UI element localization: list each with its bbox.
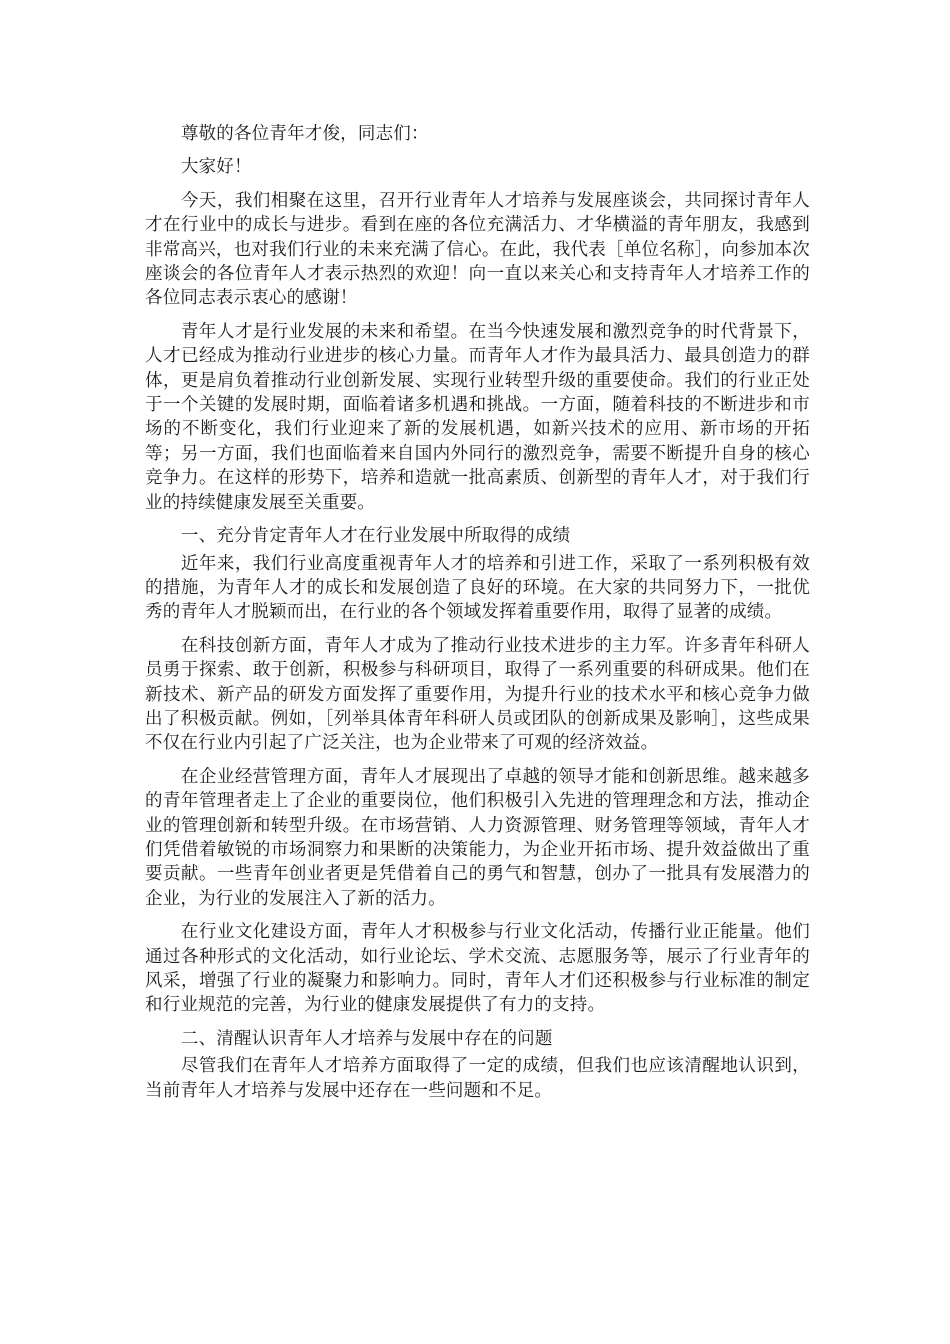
section-1-heading: 一、充分肯定青年人才在行业发展中所取得的成绩 [180,526,571,547]
document-page [145,122,810,1112]
section-1-paragraph-1: 近年来，我们行业高度重视青年人才的培养和引进工作，采取了一系列积极有效的措施，为青年人才的成长和发展创造了良好的环境。在大家的共同努力下，一批优秀的青年人才脱颖而出，在行业的各个领域发挥着重要作用，取得了显著的成绩。 [145,553,810,623]
salutation: 尊敬的各位青年才俊，同志们： [180,124,429,144]
section-1-paragraph-4: 在行业文化建设方面，青年人才积极参与行业文化活动，传播行业正能量。他们通过各种形式的文化活动，如行业论坛、学术交流、志愿服务等，展示了行业青年的风采，增强了行业的凝聚力和影响力。同时，青年人才们还积极参与行业标准的制定和行业规范的完善，为行业的健康发展提供了有力的支持。 [145,922,810,1016]
section-1-paragraph-3: 在企业经营管理方面，青年人才展现出了卓越的领导才能和创新思维。越来越多的青年管理者走上了企业的重要岗位，他们积极引入先进的管理理念和方法，推动企业的管理创新和转型升级。在市场营销、人力资源管理、财务管理等领域，青年人才们凭借着敏锐的市场洞察力和果断的决策能力，为企业开拓市场、提升效益做出了重要贡献。一些青年创业者更是凭借着自己的勇气和智慧，创办了一批具有发展潜力的企业，为行业的发展注入了新的活力。 [145,766,810,909]
opening-paragraph: 今天，我们相聚在这里，召开行业青年人才培养与发展座谈会，共同探讨青年人才在行业中的成长与进步。看到在座的各位充满活力、才华横溢的青年朋友，我感到非常高兴，也对我们行业的未来充满了信心。在此，我代表［单位名称］，向参加本次座谈会的各位青年人才表示热烈的欢迎！向一直以来关心和支持青年人才培养工作的各位同志表示衷心的感谢！ [145,190,810,309]
section-2-heading: 二、清醒认识青年人才培养与发展中存在的问题 [180,1028,553,1049]
background-paragraph: 青年人才是行业发展的未来和希望。在当今快速发展和激烈竞争的时代背景下，人才已经成为推动行业进步的核心力量。而青年人才作为最具活力、最具创造力的群体，更是肩负着推动行业创新发展、实现行业转型升级的重要使命。我们的行业正处于一个关键的发展时期，面临着诸多机遇和挑战。一方面，随着科技的不断进步和市场的不断变化，我们行业迎来了新的发展机遇，如新兴技术的应用、新市场的开拓等；另一方面，我们也面临着来自国内外同行的激烈竞争，需要不断提升自身的核心竞争力。在这样的形势下，培养和造就一批高素质、创新型的青年人才，对于我们行业的持续健康发展至关重要。 [145,321,810,513]
section-1-paragraph-2: 在科技创新方面，青年人才成为了推动行业技术进步的主力军。许多青年科研人员勇于探索、敢于创新，积极参与科研项目，取得了一系列重要的科研成果。他们在新技术、新产品的研发方面发挥了重要作用，为提升行业的技术水平和核心竞争力做出了积极贡献。例如，［列举具体青年科研人员或团队的创新成果及影响］，这些成果不仅在行业内引起了广泛关注，也为企业带来了可观的经济效益。 [145,635,810,754]
section-2-paragraph-1: 尽管我们在青年人才培养方面取得了一定的成绩，但我们也应该清醒地认识到，当前青年人才培养与发展中还存在一些问题和不足。 [145,1056,810,1101]
greeting: 大家好！ [180,157,252,178]
